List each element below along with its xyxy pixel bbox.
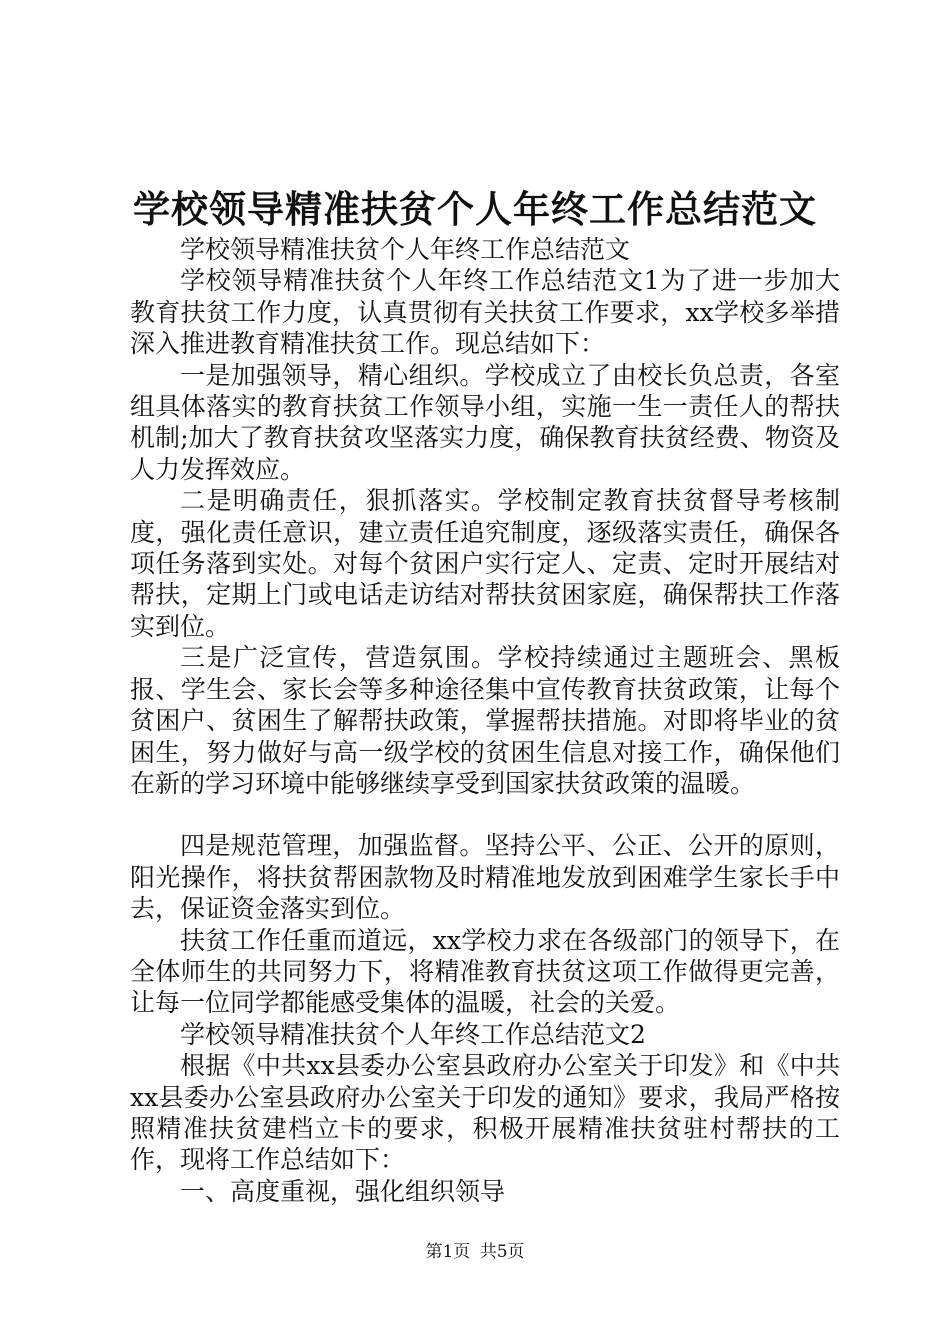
paragraph-section-two-intro: 根据《中共xx县委办公室县政府办公室关于印发》和《中共xx县委办公室县政府办公室关于印发的通知》要求，我局严格按照精准扶贫建档立卡的要求，积极开展精准扶贫驻村帮扶的工作，现将工作总结如下： — [130, 1051, 840, 1175]
page-number: 第1页 — [425, 1242, 471, 1262]
paragraph-subtitle: 学校领导精准扶贫个人年终工作总结范文 — [180, 235, 631, 264]
paragraph-point-three: 三是广泛宣传，营造氛围。学校持续通过主题班会、黑板报、学生会、家长会等多种途径集中宣传教育扶贫政策，让每个贫困户、贫困生了解帮扶政策，掌握帮扶措施。对即将毕业的贫困生，努力做好与高一级学校的贫困生信息对接工作，确保他们在新的学习环境中能够继续享受到国家扶贫政策的温暖。 — [130, 643, 840, 798]
paragraph-point-two: 二是明确责任，狠抓落实。学校制定教育扶贫督导考核制度，强化责任意识，建立责任追究制度，逐级落实责任，确保各项任务落到实处。对每个贫困户实行定人、定责、定时开展结对帮扶，定期上门或电话走访结对帮扶贫困家庭，确保帮扶工作落实到位。 — [130, 486, 840, 641]
document-body — [130, 234, 840, 1207]
paragraph-point-one: 一是加强领导，精心组织。学校成立了由校长负总责，各室组具体落实的教育扶贫工作领导小组，实施一生一责任人的帮扶机制;加大了教育扶贫攻坚落实力度，确保教育扶贫经费、物资及人力发挥效应。 — [130, 360, 840, 484]
paragraph-section-two-item-one: 一、高度重视，强化组织领导 — [180, 1176, 506, 1206]
document-title: 学校领导精准扶贫个人年终工作总结范文 — [133, 187, 817, 231]
paragraph-section-two-heading: 学校领导精准扶贫个人年终工作总结范文2 — [180, 1019, 646, 1049]
paragraph-conclusion: 扶贫工作任重而道远，xx学校力求在各级部门的领导下，在全体师生的共同努力下，将精准教育扶贫这项工作做得更完善，让每一位同学都能感受集体的温暖，社会的关爱。 — [130, 925, 840, 1018]
paragraph-intro: 学校领导精准扶贫个人年终工作总结范文1为了进一步加大教育扶贫工作力度，认真贯彻有关扶贫工作要求，xx学校多举措深入推进教育精准扶贫工作。现总结如下： — [130, 266, 840, 359]
page-footer — [0, 1240, 950, 1264]
page-total: 共5页 — [479, 1242, 525, 1262]
paragraph-point-four: 四是规范管理，加强监督。坚持公平、公正、公开的原则，阳光操作，将扶贫帮困款物及时精准地发放到困难学生家长手中去，保证资金落实到位。 — [130, 831, 840, 924]
